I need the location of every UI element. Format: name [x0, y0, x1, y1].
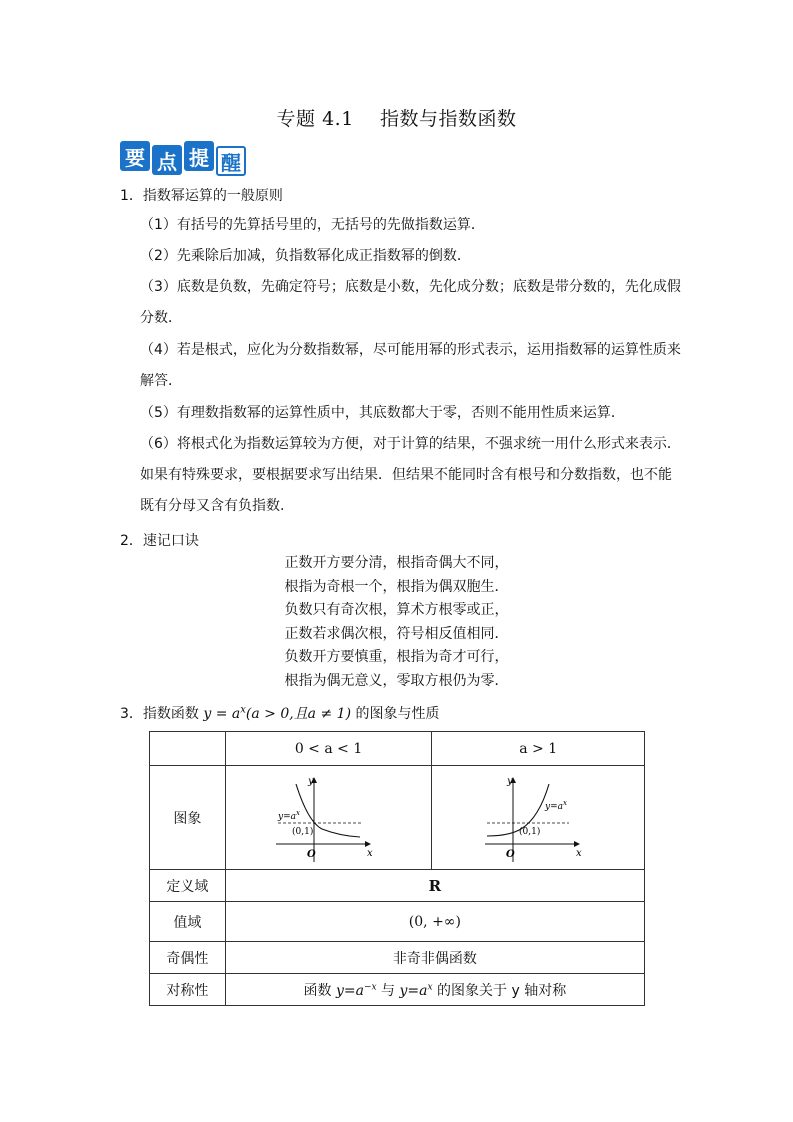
rule-item: （4）若是根式，应化为分数指数幂，尽可能用幂的形式表示，运用指数幂的运算性质来解答． [140, 342, 681, 389]
rule-item: （6）将根式化为指数运算较为方便，对于计算的结果，不强求统一用什么形式来表示．如果有特殊要求，要根据要求写出结果．但结果不能同时含有根号和分数指数，也不能既有分母又含有负指数. [140, 436, 681, 514]
origin-label: O [506, 848, 515, 860]
table-row [150, 942, 645, 974]
row-label: 奇偶性 [150, 942, 226, 974]
rule-item: （3）底数是负数，先确定符号；底数是小数，先化成分数；底数是带分数的，先化成假分数． [140, 279, 681, 326]
x-axis-label: x [366, 847, 373, 859]
increasing-graph [483, 772, 593, 864]
rule-item: （5）有理数指数幂的运算性质中，其底数都大于零，否则不能用性质来运算． [140, 405, 625, 421]
y-axis-label: y [507, 775, 513, 787]
curve-label: $y=a^x$ [545, 798, 568, 812]
poem-line: 根指为偶无意义，零取方根仍为零． [284, 672, 509, 689]
x-axis-label: x [576, 847, 582, 859]
heading-formula: y = a [203, 706, 241, 722]
formula-negative-exp: −x [363, 981, 377, 992]
symmetry-value [225, 974, 644, 1006]
properties-table [149, 731, 645, 1006]
header-case-greater-than-one: a > 1 [432, 732, 645, 766]
poem-line: 根指为奇根一个，根指为偶双胞生． [284, 578, 509, 595]
badge-char: 点 [152, 145, 182, 175]
section2-heading: 2．速记口诀 [120, 533, 199, 549]
table-row [150, 902, 645, 942]
formula-negative: y=a [335, 982, 364, 999]
header-case-less-than-one: 0 < a < 1 [225, 732, 432, 766]
heading-sup: x [240, 704, 246, 716]
rule-item: （1）有括号的先算括号里的，无括号的先做指数运算． [140, 217, 485, 233]
poem-line: 正数若求偶次根，符号相反值相同． [284, 625, 509, 642]
formula-positive: y=a [399, 982, 428, 999]
badge-char: 醒 [216, 146, 246, 176]
curve-label: $y=a^x$ [277, 808, 300, 822]
symmetry-text: 的图象关于 y 轴对称 [432, 982, 567, 999]
heading-prefix: 3．指数函数 [120, 706, 204, 722]
origin-label: O [306, 848, 316, 860]
mnemonic-poem [0, 552, 793, 693]
decreasing-graph [274, 772, 384, 864]
section3-heading [120, 703, 440, 723]
symmetry-text: 函数 [303, 982, 336, 999]
table-header-row [150, 732, 645, 766]
header-empty [150, 732, 226, 766]
parity-value: 非奇非偶函数 [225, 942, 644, 974]
row-label: 值域 [150, 902, 226, 942]
badge-char: 提 [184, 141, 214, 171]
row-label: 定义域 [150, 870, 226, 902]
row-label: 图象 [150, 766, 226, 870]
graph-cell-increasing [432, 766, 645, 870]
table-row [150, 974, 645, 1006]
poem-line: 正数开方要分清，根指奇偶大不同， [284, 555, 509, 571]
formula-positive-exp: x [427, 981, 433, 992]
graph-cell-decreasing [225, 766, 432, 870]
heading-suffix: 的图象与性质 [351, 706, 440, 722]
range-value: (0, +∞) [225, 902, 644, 942]
key-points-badge [120, 141, 246, 175]
section1-heading: 1．指数幂运算的一般原则 [120, 188, 283, 204]
table-row [150, 870, 645, 902]
page-title: 专题 4.1 指数与指数函数 [276, 108, 517, 130]
y-axis-label: y [307, 775, 314, 787]
domain-value: R [225, 870, 644, 902]
poem-line: 负数只有奇次根，算术方根零或正， [284, 602, 509, 618]
heading-condition: (a > 0,且a ≠ 1) [245, 706, 352, 722]
rule-item: （2）先乘除后加减，负指数幂化成正指数幂的倒数． [140, 248, 471, 264]
poem-line: 负数开方要慎重，根指为奇才可行， [284, 649, 509, 665]
row-label: 对称性 [150, 974, 226, 1006]
badge-char: 要 [120, 141, 150, 171]
point-label: (0,1) [291, 826, 313, 837]
symmetry-text: 与 [376, 982, 400, 999]
point-label: (0,1) [519, 826, 541, 837]
table-row [150, 766, 645, 870]
